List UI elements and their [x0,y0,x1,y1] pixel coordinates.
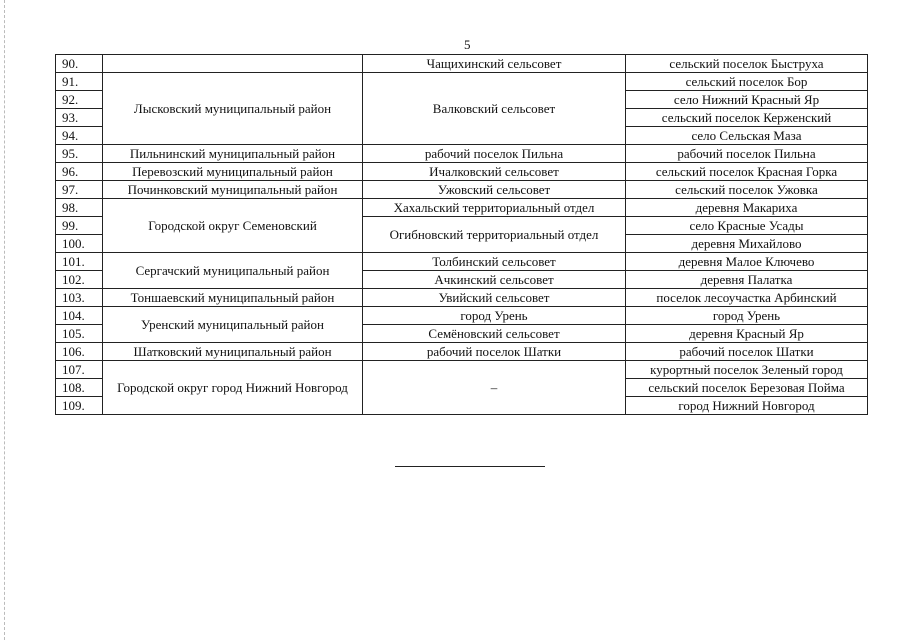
district-cell: Городской округ город Нижний Новгород [103,361,363,415]
row-number: 92. [56,91,103,109]
council-cell: Ичалковский сельсовет [363,163,626,181]
settlement-cell: село Сельская Маза [626,127,868,145]
row-number: 103. [56,289,103,307]
settlement-cell: сельский поселок Березовая Пойма [626,379,868,397]
end-of-document-rule [395,466,545,467]
page-number: 5 [464,37,471,52]
council-cell: Увийский сельсовет [363,289,626,307]
row-number: 102. [56,271,103,289]
council-cell: Огибновский территориальный отдел [363,217,626,253]
row-number: 106. [56,343,103,361]
table-row [56,253,868,271]
table-row [56,181,868,199]
district-cell-empty [103,55,363,73]
settlement-cell: поселок лесоучастка Арбинский [626,289,868,307]
settlement-cell: село Красные Усады [626,217,868,235]
council-cell: город Урень [363,307,626,325]
scan-margin-line [4,0,5,640]
settlement-cell: деревня Малое Ключево [626,253,868,271]
settlement-cell: рабочий поселок Пильна [626,145,868,163]
row-number: 105. [56,325,103,343]
council-cell: рабочий поселок Шатки [363,343,626,361]
table-row [56,163,868,181]
settlement-cell: сельский поселок Бор [626,73,868,91]
district-cell: Городской округ Семеновский [103,199,363,253]
settlement-cell: сельский поселок Красная Горка [626,163,868,181]
row-number: 108. [56,379,103,397]
settlement-cell: деревня Макариха [626,199,868,217]
table-row [56,145,868,163]
row-number: 95. [56,145,103,163]
table-row [56,343,868,361]
settlement-cell: село Нижний Красный Яр [626,91,868,109]
row-number: 99. [56,217,103,235]
district-cell: Шатковский муниципальный район [103,343,363,361]
table-row [56,55,868,73]
settlement-cell: курортный поселок Зеленый город [626,361,868,379]
settlement-cell: город Урень [626,307,868,325]
table-row [56,73,868,91]
settlements-table [55,54,868,415]
council-cell: Хахальский территориальный отдел [363,199,626,217]
row-number: 94. [56,127,103,145]
council-cell: рабочий поселок Пильна [363,145,626,163]
district-cell: Сергачский муниципальный район [103,253,363,289]
council-cell: – [363,361,626,415]
table-row [56,199,868,217]
table-row [56,361,868,379]
table-row [56,289,868,307]
table-row [56,307,868,325]
row-number: 98. [56,199,103,217]
settlement-cell: деревня Палатка [626,271,868,289]
row-number: 107. [56,361,103,379]
row-number: 109. [56,397,103,415]
row-number: 101. [56,253,103,271]
row-number: 93. [56,109,103,127]
row-number: 97. [56,181,103,199]
row-number: 100. [56,235,103,253]
district-cell: Лысковский муниципальный район [103,73,363,145]
council-cell: Ужовский сельсовет [363,181,626,199]
district-cell: Тоншаевский муниципальный район [103,289,363,307]
settlement-cell: сельский поселок Керженский [626,109,868,127]
district-cell: Перевозский муниципальный район [103,163,363,181]
row-number: 104. [56,307,103,325]
row-number: 91. [56,73,103,91]
council-cell: Толбинский сельсовет [363,253,626,271]
settlement-cell: город Нижний Новгород [626,397,868,415]
council-cell: Валковский сельсовет [363,73,626,145]
row-number: 90. [56,55,103,73]
district-cell: Пильнинский муниципальный район [103,145,363,163]
settlement-cell: сельский поселок Ужовка [626,181,868,199]
row-number: 96. [56,163,103,181]
settlement-cell: рабочий поселок Шатки [626,343,868,361]
council-cell: Ачкинский сельсовет [363,271,626,289]
district-cell: Починковский муниципальный район [103,181,363,199]
settlement-cell: сельский поселок Быструха [626,55,868,73]
council-cell: Семёновский сельсовет [363,325,626,343]
settlement-cell: деревня Красный Яр [626,325,868,343]
settlement-cell: деревня Михайлово [626,235,868,253]
council-cell: Чащихинский сельсовет [363,55,626,73]
district-cell: Уренский муниципальный район [103,307,363,343]
